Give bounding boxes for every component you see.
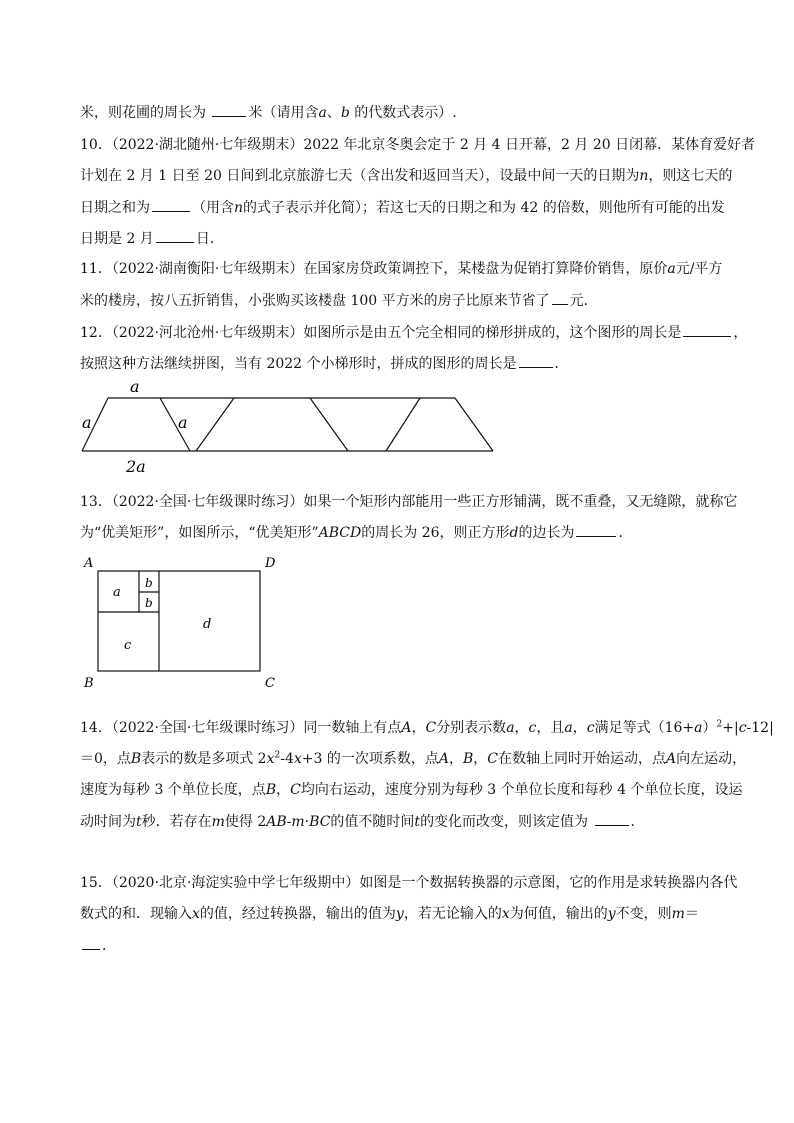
q15-line-2: 数式的和．现输入x的值，经过转换器，输出的值为y，若无论输入的x为何值，输出的y不变，则m＝ [80, 906, 699, 922]
q14-line-2: ＝0，点B表示的数是多项式 $2x^2-4x+3$ 的一次项系数，点A，B，C在数轴上同时开始运动，点A向左运动， [80, 750, 747, 767]
answer-blank [156, 228, 194, 243]
square-d-label: d [203, 617, 212, 632]
q14-line-3: 速度为每秒 3 个单位长度，点B，C均向右运动，速度分别为每秒 3 个单位长度和每秒 4 个单位长度，设运 [80, 782, 743, 798]
q10-line-4: 日期是 2 月 日． [80, 228, 720, 249]
q10-line-1: 10．（2022·湖北随州·七年级期末）2022 年北京冬奥会定于 2 月 4 日开幕，2 月 20 日闭幕．某体育爱好者 [80, 137, 756, 153]
q10-line-2: 计划在 2 月 1 日至 20 日间到北京旅游七天（含出发和返回当天），设最中间一天的日期为n，则这七天的 [80, 168, 733, 184]
q15-line-1: 15．（2020·北京·海淀实验中学七年级期中）如图是一个数据转换器的示意图，它的作用是求转换器内各代 [80, 875, 738, 891]
q14-line-1: 14．（2022·全国·七年级课时练习）同一数轴上有点A，C分别表示数a，c，且a，c满足等式$(16+a)^2+|c-12|$ [80, 719, 774, 736]
q12-line-1: 12．（2022·河北沧州·七年级期末）如图所示是由五个完全相同的梯形拼成的，这个图形的周长是 ， [80, 322, 720, 343]
q11-line-2: 米的楼房，按八五折销售，小张购买该楼盘 100 平方米的房子比原来节省了 元． [80, 290, 720, 311]
label-bottom-2a: 2a [126, 457, 146, 476]
vertex-c: C [265, 676, 275, 691]
label-left-a: a [82, 413, 92, 432]
trapezoid-figure [70, 378, 510, 478]
divider-4 [386, 398, 420, 451]
answer-blank [576, 522, 616, 537]
vertex-b: B [84, 676, 94, 691]
q12-line-2: 按照这种方法继续拼图，当有 2022 个小梯形时，拼成的图形的周长是 ． [80, 353, 720, 374]
divider-2 [196, 398, 234, 451]
answer-blank [212, 102, 246, 117]
label-mid-a: a [178, 413, 188, 432]
q13-line-1: 13．（2022·全国·七年级课时练习）如果一个矩形内部能用一些正方形铺满，既不重叠，又无缝隙，就称它 [80, 494, 738, 510]
q13-line-2: 为“优美矩形”，如图所示，“优美矩形”ABCD的周长为 26，则正方形d的边长为 ． [80, 522, 720, 543]
answer-blank [595, 811, 629, 826]
q14-line-4: 动时间为t秒．若存在m使得 2AB-m·BC的值不随时间t的变化而改变，则该定值为 ． [80, 811, 720, 832]
square-c-label: c [124, 638, 132, 653]
q11-line-1: 11．（2022·湖南衡阳·七年级期末）在国家房贷政策调控下，某楼盘为促销打算降价销售，原价a元/平方 [80, 261, 723, 277]
q10-line-3: 日期之和为 （用含n的式子表示并化简）；若这七天的日期之和为 42 的倍数，则他所有可能的出发 [80, 197, 720, 218]
answer-blank [519, 353, 553, 368]
square-b1-label: b [145, 576, 153, 590]
outer-rectangle [98, 571, 260, 671]
rectangle-figure [78, 552, 288, 697]
square-b2-label: b [145, 596, 153, 610]
divider-3 [310, 398, 348, 451]
q15-line-3: ． [80, 935, 720, 956]
right-edge [455, 398, 493, 451]
answer-blank [152, 197, 190, 212]
answer-blank [82, 935, 100, 950]
answer-blank [552, 290, 568, 305]
square-a-label: a [113, 585, 121, 600]
answer-blank [683, 322, 731, 337]
vertex-a: A [84, 556, 94, 571]
label-top-a: a [130, 378, 140, 396]
vertex-d: D [265, 556, 276, 571]
q9-line: 米，则花圃的周长为 米（请用含a、b 的代数式表示）. [80, 102, 720, 123]
